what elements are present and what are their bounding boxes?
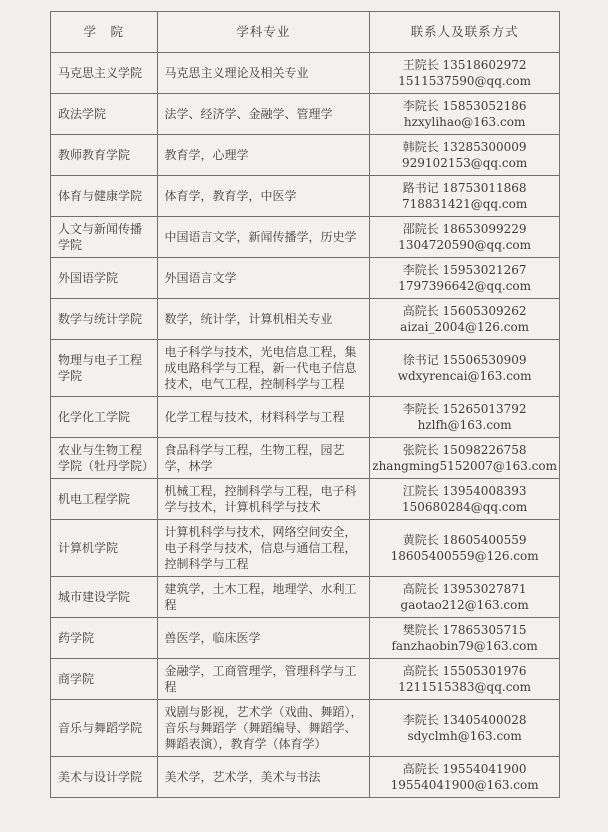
- contact-person: 江院长: [402, 484, 439, 498]
- contact-phone: 15505301976: [442, 664, 527, 678]
- contact-phone: 15605309262: [442, 304, 527, 318]
- contact-person: 高院长: [402, 304, 439, 318]
- contact-info: [370, 700, 560, 757]
- college-name: 城市建设学院: [51, 577, 158, 618]
- contact-info: [370, 618, 560, 659]
- contact-email: aizai_2004@126.com: [400, 320, 530, 334]
- contact-info: [370, 53, 560, 94]
- contact-info: [370, 577, 560, 618]
- table-row: [51, 659, 560, 700]
- contact-email: gaotao212@163.com: [400, 598, 529, 612]
- majors-list: 计算机科学与技术，网络空间安全，电子科学与技术，信息与通信工程，控制科学与工程: [157, 520, 370, 577]
- contact-info: [370, 94, 560, 135]
- contact-person: 韩院长: [402, 140, 439, 154]
- contact-person-phone: [372, 622, 557, 638]
- college-name: 药学院: [51, 618, 158, 659]
- college-name: 化学化工学院: [51, 397, 158, 438]
- table-row: [51, 479, 560, 520]
- college-name: 美术与设计学院: [51, 757, 158, 798]
- majors-list: 数学，统计学，计算机相关专业: [157, 299, 370, 340]
- table-row: [51, 176, 560, 217]
- contact-person-phone: [372, 401, 557, 417]
- contact-person-phone: [372, 663, 557, 679]
- contact-phone: 17865305715: [442, 623, 527, 637]
- table-row: [51, 135, 560, 176]
- college-name: 农业与生物工程学院（牡丹学院）: [51, 438, 158, 479]
- table-row: [51, 53, 560, 94]
- college-name: 计算机学院: [51, 520, 158, 577]
- contact-info: [370, 299, 560, 340]
- contact-person-phone: [372, 139, 557, 155]
- contact-email: zhangming5152007@163.com: [372, 459, 557, 473]
- table-row: [51, 618, 560, 659]
- contact-info: [370, 340, 560, 397]
- college-name: 教师教育学院: [51, 135, 158, 176]
- college-name: 体育与健康学院: [51, 176, 158, 217]
- contact-info: [370, 176, 560, 217]
- table-row: [51, 94, 560, 135]
- contact-info: [370, 438, 560, 479]
- table-row: [51, 577, 560, 618]
- header-row: [51, 12, 560, 53]
- header-contact: 联系人及联系方式: [370, 12, 560, 53]
- table-row: [51, 217, 560, 258]
- table-row: [51, 757, 560, 798]
- contact-phone: 15506530909: [442, 353, 527, 367]
- table-row: [51, 299, 560, 340]
- contact-person: 李院长: [402, 263, 439, 277]
- contact-person-phone: [372, 532, 557, 548]
- contact-person: 李院长: [402, 99, 439, 113]
- majors-list: 中国语言文学，新闻传播学，历史学: [157, 217, 370, 258]
- contact-person: 樊院长: [402, 623, 439, 637]
- college-name: 商学院: [51, 659, 158, 700]
- college-contact-table: [50, 11, 560, 798]
- contact-phone: 15098226758: [442, 443, 527, 457]
- college-name: 政法学院: [51, 94, 158, 135]
- contact-person: 张院长: [402, 443, 439, 457]
- contact-person: 高院长: [402, 762, 439, 776]
- majors-list: 机械工程，控制科学与工程，电子科学与技术，计算机科学与技术: [157, 479, 370, 520]
- majors-list: 美术学，艺术学，美术与书法: [157, 757, 370, 798]
- contact-info: [370, 135, 560, 176]
- contact-person: 高院长: [402, 582, 439, 596]
- contact-email: 19554041900@163.com: [390, 778, 539, 792]
- contact-person-phone: [372, 98, 557, 114]
- majors-list: 兽医学，临床医学: [157, 618, 370, 659]
- contact-person: 李院长: [402, 402, 439, 416]
- contact-email: 1211515383@qq.com: [398, 680, 532, 694]
- contact-email: 718831421@qq.com: [402, 197, 528, 211]
- college-name: 物理与电子工程学院: [51, 340, 158, 397]
- majors-list: 金融学，工商管理学，管理科学与工程: [157, 659, 370, 700]
- majors-list: 化学工程与技术，材料科学与工程: [157, 397, 370, 438]
- contact-phone: 15265013792: [442, 402, 527, 416]
- contact-email: 18605400559@126.com: [390, 549, 539, 563]
- contact-person: 李院长: [402, 713, 439, 727]
- contact-email: wdxyrencai@163.com: [397, 369, 532, 383]
- contact-info: [370, 217, 560, 258]
- majors-list: 食品科学与工程，生物工程，园艺学，林学: [157, 438, 370, 479]
- contact-phone: 18653099229: [442, 222, 527, 236]
- table-row: [51, 340, 560, 397]
- contact-info: [370, 258, 560, 299]
- contact-email: 929102153@qq.com: [402, 156, 528, 170]
- contact-info: [370, 520, 560, 577]
- table-row: [51, 520, 560, 577]
- contact-phone: 18605400559: [442, 533, 527, 547]
- table-body: [51, 53, 560, 798]
- contact-person: 徐书记: [402, 353, 439, 367]
- contact-phone: 13285300009: [442, 140, 527, 154]
- contact-email: 1797396642@qq.com: [398, 279, 532, 293]
- contact-person: 高院长: [402, 664, 439, 678]
- contact-info: [370, 397, 560, 438]
- college-name: 马克思主义学院: [51, 53, 158, 94]
- contact-person-phone: [372, 303, 557, 319]
- majors-list: 教育学，心理学: [157, 135, 370, 176]
- table-row: [51, 700, 560, 757]
- college-name: 机电工程学院: [51, 479, 158, 520]
- majors-list: 法学、经济学、金融学、管理学: [157, 94, 370, 135]
- header-college: 学 院: [51, 12, 158, 53]
- table-row: [51, 397, 560, 438]
- table-row: [51, 438, 560, 479]
- contact-person: 路书记: [402, 181, 439, 195]
- table-row: [51, 258, 560, 299]
- majors-list: 戏剧与影视，艺术学（戏曲、舞蹈），音乐与舞蹈学（舞蹈编导、舞蹈学、舞蹈表演），教育学（体育学）: [157, 700, 370, 757]
- contact-person-phone: [372, 262, 557, 278]
- contact-person: 王院长: [402, 58, 439, 72]
- college-name: 数学与统计学院: [51, 299, 158, 340]
- contact-phone: 13953027871: [442, 582, 527, 596]
- contact-person-phone: [372, 57, 557, 73]
- contact-phone: 15853052186: [442, 99, 527, 113]
- contact-person-phone: [372, 581, 557, 597]
- college-name: 音乐与舞蹈学院: [51, 700, 158, 757]
- contact-phone: 13518602972: [442, 58, 527, 72]
- table-header: [51, 12, 560, 53]
- contact-person-phone: [372, 761, 557, 777]
- contact-email: hzxylihao@163.com: [403, 115, 526, 129]
- majors-list: 电子科学与技术，光电信息工程，集成电路科学与工程，新一代电子信息技术，电气工程，控制科学与工程: [157, 340, 370, 397]
- contact-phone: 15953021267: [442, 263, 527, 277]
- contact-person-phone: [372, 442, 557, 458]
- contact-phone: 19554041900: [442, 762, 527, 776]
- contact-person-phone: [372, 712, 557, 728]
- contact-person: 邵院长: [402, 222, 439, 236]
- college-name: 外国语学院: [51, 258, 158, 299]
- contact-person: 黄院长: [402, 533, 439, 547]
- contact-info: [370, 479, 560, 520]
- contact-email: fanzhaobin79@163.com: [391, 639, 538, 653]
- contact-email: hzlfh@163.com: [417, 418, 512, 432]
- contact-person-phone: [372, 352, 557, 368]
- contact-person-phone: [372, 483, 557, 499]
- college-name: 人文与新闻传播学院: [51, 217, 158, 258]
- contact-info: [370, 757, 560, 798]
- contact-email: 1304720590@qq.com: [398, 238, 532, 252]
- contact-person-phone: [372, 221, 557, 237]
- contact-info: [370, 659, 560, 700]
- majors-list: 建筑学，土木工程，地理学、水利工程: [157, 577, 370, 618]
- majors-list: 外国语言文学: [157, 258, 370, 299]
- contact-phone: 18753011868: [442, 181, 527, 195]
- contact-phone: 13954008393: [442, 484, 527, 498]
- contact-email: 1511537590@qq.com: [398, 74, 532, 88]
- contact-email: 150680284@qq.com: [402, 500, 528, 514]
- contact-phone: 13405400028: [442, 713, 527, 727]
- header-majors: 学科专业: [157, 12, 370, 53]
- contact-email: sdyclmh@163.com: [407, 729, 522, 743]
- contact-person-phone: [372, 180, 557, 196]
- majors-list: 体育学，教育学，中医学: [157, 176, 370, 217]
- majors-list: 马克思主义理论及相关专业: [157, 53, 370, 94]
